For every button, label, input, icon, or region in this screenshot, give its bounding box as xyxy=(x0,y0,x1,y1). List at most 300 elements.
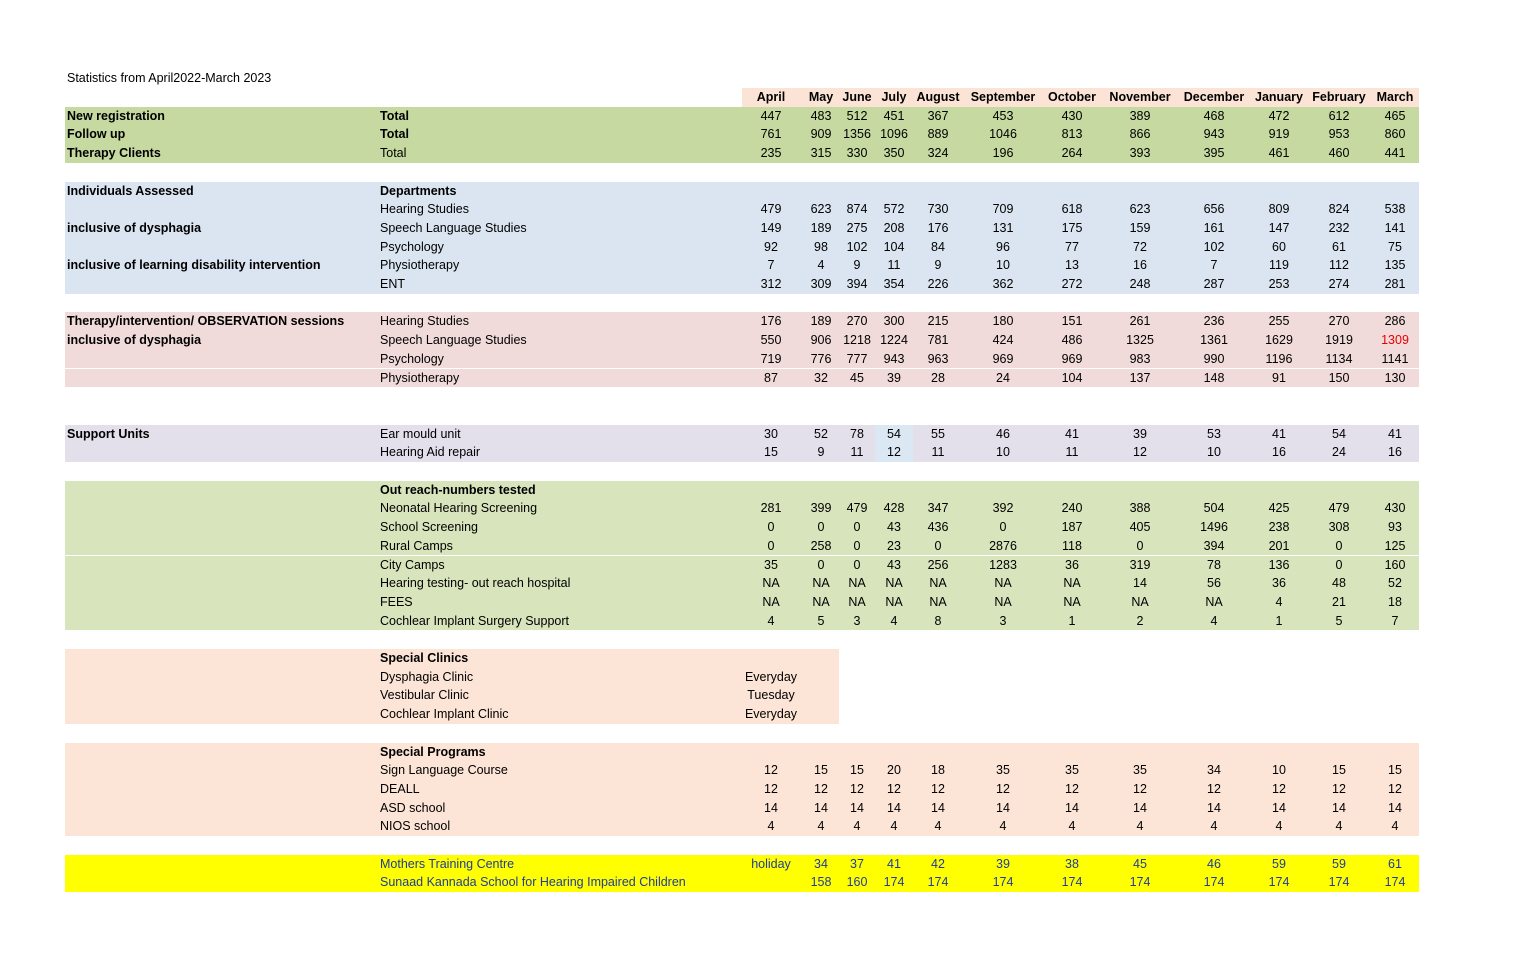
row-group-label: Follow up xyxy=(67,127,126,142)
data-cell: 11 xyxy=(931,445,945,460)
data-cell: 16 xyxy=(1388,445,1402,460)
data-cell: 4 xyxy=(1391,819,1399,834)
data-cell: NA xyxy=(885,576,903,591)
row-label: Psychology xyxy=(380,351,444,366)
data-cell: 137 xyxy=(1129,370,1151,385)
data-cell: 486 xyxy=(1061,333,1083,348)
row-group-label: inclusive of dysphagia xyxy=(67,333,202,348)
data-cell: NA xyxy=(812,594,830,609)
data-cell: 104 xyxy=(1061,370,1083,385)
data-cell: 436 xyxy=(927,520,949,535)
data-cell: 53 xyxy=(1207,426,1221,441)
month-header: March xyxy=(1376,90,1414,104)
table-row xyxy=(65,780,1419,799)
table-row xyxy=(65,873,1419,892)
data-cell: 34 xyxy=(1207,763,1221,778)
data-cell: 392 xyxy=(992,501,1014,516)
data-cell: 61 xyxy=(1332,239,1346,254)
data-cell: 136 xyxy=(1268,557,1290,572)
data-cell: 215 xyxy=(927,314,949,329)
data-cell: 84 xyxy=(931,239,945,254)
data-cell: NA xyxy=(812,576,830,591)
data-cell: 395 xyxy=(1203,146,1225,161)
row-label: Physiotherapy xyxy=(380,370,460,385)
data-cell: 235 xyxy=(760,146,782,161)
data-cell: 189 xyxy=(810,220,832,235)
data-cell: 719 xyxy=(760,351,782,366)
data-cell: 14 xyxy=(850,800,864,815)
data-cell: 4 xyxy=(817,819,825,834)
data-cell: 48 xyxy=(1332,576,1346,591)
data-cell: 1629 xyxy=(1265,333,1293,348)
data-cell: 538 xyxy=(1384,202,1406,217)
table-row xyxy=(65,612,1419,631)
data-cell: 201 xyxy=(1268,538,1290,553)
data-cell: 14 xyxy=(1133,800,1147,815)
data-cell: 479 xyxy=(846,501,868,516)
data-cell: 4 xyxy=(817,258,825,273)
data-cell: 781 xyxy=(927,333,949,348)
data-cell: 43 xyxy=(887,520,901,535)
data-cell: 37 xyxy=(850,856,864,871)
data-cell: 4 xyxy=(853,819,861,834)
data-cell: 405 xyxy=(1129,520,1151,535)
data-cell: 312 xyxy=(760,277,782,291)
data-cell: 16 xyxy=(1272,445,1286,460)
row-group-label: Therapy/intervention/ OBSERVATION sessions xyxy=(67,314,345,329)
data-cell: 2 xyxy=(1136,613,1144,628)
table-row xyxy=(65,761,1419,780)
data-cell: 14 xyxy=(1133,576,1147,591)
data-cell: 1283 xyxy=(989,557,1017,572)
data-cell: 4 xyxy=(934,819,942,834)
data-cell: 28 xyxy=(931,370,945,385)
data-cell: 75 xyxy=(1388,239,1402,254)
data-cell: 18 xyxy=(931,763,945,778)
data-cell: 39 xyxy=(887,370,901,385)
data-cell: 1325 xyxy=(1126,333,1154,348)
data-cell: 1096 xyxy=(880,127,908,142)
month-header: September xyxy=(970,90,1036,104)
data-cell: 12 xyxy=(1133,781,1147,796)
row-group-label: inclusive of learning disability intervention xyxy=(67,258,321,273)
data-cell: 45 xyxy=(850,370,864,385)
data-cell: 18 xyxy=(1388,594,1402,609)
data-cell: 112 xyxy=(1329,258,1349,273)
data-cell: 394 xyxy=(1203,538,1225,553)
data-cell: 963 xyxy=(927,351,949,366)
data-cell: 248 xyxy=(1129,277,1151,291)
data-cell: 15 xyxy=(764,445,778,460)
table-row xyxy=(65,275,1419,294)
data-cell: 393 xyxy=(1129,146,1151,161)
data-cell: 208 xyxy=(883,220,905,235)
data-cell: 4 xyxy=(767,613,775,628)
data-cell: 238 xyxy=(1268,520,1290,535)
data-cell: 1361 xyxy=(1200,333,1228,348)
month-header: June xyxy=(842,90,872,104)
data-cell: NA xyxy=(994,594,1012,609)
data-cell: 300 xyxy=(883,314,905,329)
data-cell: 809 xyxy=(1268,202,1290,217)
row-label: NIOS school xyxy=(380,819,451,834)
data-cell: 8 xyxy=(934,613,942,628)
data-cell: 12 xyxy=(875,443,913,462)
data-cell: 1496 xyxy=(1200,520,1228,535)
data-cell: 909 xyxy=(810,127,832,142)
data-cell: 324 xyxy=(927,146,949,161)
row-label: Physiotherapy xyxy=(380,258,460,273)
data-cell: 258 xyxy=(810,538,832,553)
data-cell: 777 xyxy=(846,351,868,366)
table-row xyxy=(65,331,1419,350)
row-group-label: Support Units xyxy=(67,426,150,441)
row-group-label: Therapy Clients xyxy=(67,146,161,161)
data-cell: 78 xyxy=(1207,557,1221,572)
data-cell: 612 xyxy=(1328,108,1350,123)
data-cell: 14 xyxy=(814,800,828,815)
data-cell: 761 xyxy=(760,127,782,142)
data-cell: 256 xyxy=(927,557,949,572)
row-label: Hearing Studies xyxy=(380,202,469,217)
data-cell: 4 xyxy=(1210,819,1218,834)
data-cell: 12 xyxy=(1133,445,1147,460)
table-row xyxy=(65,855,1419,874)
data-cell: 389 xyxy=(1129,108,1151,123)
data-cell: 93 xyxy=(1388,520,1402,535)
row-label: Total xyxy=(380,146,407,161)
data-cell: 35 xyxy=(996,763,1010,778)
table-row xyxy=(65,125,1419,144)
data-cell: 77 xyxy=(1065,239,1079,254)
data-cell: 399 xyxy=(810,501,832,516)
data-cell: 953 xyxy=(1328,127,1350,142)
data-cell: 226 xyxy=(927,277,949,291)
data-cell: 160 xyxy=(1384,557,1406,572)
data-cell: 35 xyxy=(764,557,778,572)
month-header: April xyxy=(756,90,786,104)
data-cell: 504 xyxy=(1203,501,1225,516)
data-cell: 38 xyxy=(1065,856,1079,871)
data-cell: 150 xyxy=(1328,370,1350,385)
data-cell: 5 xyxy=(1335,613,1343,628)
data-cell: 9 xyxy=(817,445,825,460)
row-label: ASD school xyxy=(380,800,446,815)
data-cell: 14 xyxy=(764,800,778,815)
data-cell: 4 xyxy=(1068,819,1076,834)
data-cell: 0 xyxy=(817,557,825,572)
data-cell: 969 xyxy=(992,351,1014,366)
data-cell: 180 xyxy=(992,314,1014,329)
data-cell: 174 xyxy=(1203,875,1225,890)
table-row xyxy=(65,668,839,687)
row-label: Mothers Training Centre xyxy=(380,856,515,871)
data-cell: 102 xyxy=(1203,239,1225,254)
data-cell: 174 xyxy=(992,875,1014,890)
row-label: Cochlear Implant Surgery Support xyxy=(380,613,569,628)
data-cell: 824 xyxy=(1328,202,1350,217)
data-cell: 1141 xyxy=(1381,351,1409,366)
table-row xyxy=(65,518,1419,537)
data-cell: 148 xyxy=(1203,370,1225,385)
data-cell: 24 xyxy=(996,370,1010,385)
data-cell: 447 xyxy=(760,108,782,123)
row-label: Neonatal Hearing Screening xyxy=(380,501,538,516)
data-cell: 319 xyxy=(1129,557,1151,572)
data-cell: 174 xyxy=(883,875,905,890)
data-cell: 889 xyxy=(927,127,949,142)
data-cell: 330 xyxy=(846,146,868,161)
data-cell: 461 xyxy=(1268,146,1290,161)
data-cell: 270 xyxy=(1328,314,1350,329)
data-cell: 1046 xyxy=(989,127,1017,142)
row-label: Special Programs xyxy=(380,744,486,759)
data-cell: 61 xyxy=(1388,856,1402,871)
data-cell: 281 xyxy=(1384,277,1406,291)
data-cell: 36 xyxy=(1272,576,1286,591)
data-cell: 147 xyxy=(1268,220,1290,235)
data-cell: 308 xyxy=(1328,520,1350,535)
data-cell: 618 xyxy=(1061,202,1083,217)
data-cell: 270 xyxy=(846,314,868,329)
data-cell: 479 xyxy=(1328,501,1350,516)
data-cell: 430 xyxy=(1384,501,1406,516)
row-label: Hearing testing- out reach hospital xyxy=(380,576,571,591)
data-cell: 189 xyxy=(810,314,832,329)
data-cell: 9 xyxy=(853,258,861,273)
row-label: Out reach-numbers tested xyxy=(380,482,536,497)
data-cell: 10 xyxy=(996,258,1010,273)
data-cell: 919 xyxy=(1268,127,1290,142)
row-label: Ear mould unit xyxy=(380,426,461,441)
data-cell: 468 xyxy=(1203,108,1225,123)
data-cell: 425 xyxy=(1268,501,1290,516)
table-row xyxy=(65,686,839,705)
data-cell: 7 xyxy=(1210,258,1218,273)
data-cell: 281 xyxy=(760,501,782,516)
data-cell: 15 xyxy=(814,763,828,778)
data-cell: holiday xyxy=(751,856,791,871)
data-cell: 4 xyxy=(1275,819,1283,834)
data-cell: 730 xyxy=(927,202,949,217)
row-label: Departments xyxy=(380,183,457,198)
table-row xyxy=(65,574,1419,593)
month-header: February xyxy=(1312,90,1366,104)
data-cell: 10 xyxy=(996,445,1010,460)
table-row xyxy=(65,182,1419,201)
table-row xyxy=(65,312,1419,331)
data-cell: 130 xyxy=(1384,370,1406,385)
data-cell: 0 xyxy=(767,520,775,535)
data-cell: 78 xyxy=(850,426,864,441)
data-cell: 472 xyxy=(1268,108,1290,123)
month-header: October xyxy=(1048,90,1096,104)
data-cell: 96 xyxy=(996,239,1010,254)
data-cell: 623 xyxy=(810,202,832,217)
row-label: School Screening xyxy=(380,520,478,535)
data-cell: 12 xyxy=(1388,781,1402,796)
data-cell: 158 xyxy=(810,875,832,890)
data-cell: 453 xyxy=(992,108,1014,123)
data-cell: 286 xyxy=(1384,314,1406,329)
data-cell: 43 xyxy=(887,557,901,572)
data-cell: 59 xyxy=(1272,856,1286,871)
data-cell: 14 xyxy=(1388,800,1402,815)
data-cell: 42 xyxy=(931,856,945,871)
data-cell: 512 xyxy=(846,108,868,123)
data-cell: NA xyxy=(1063,594,1081,609)
data-cell: 41 xyxy=(1065,426,1079,441)
data-cell: 1 xyxy=(1068,613,1076,628)
data-cell: 3 xyxy=(999,613,1007,628)
data-cell: 151 xyxy=(1061,314,1083,329)
data-cell: 866 xyxy=(1129,127,1151,142)
data-cell: 174 xyxy=(1129,875,1151,890)
table-row xyxy=(65,743,1419,762)
row-label: Sunaad Kannada School for Hearing Impaired Children xyxy=(380,875,686,890)
data-cell: 36 xyxy=(1065,557,1079,572)
data-cell: 0 xyxy=(1335,557,1343,572)
data-cell: 159 xyxy=(1129,220,1151,235)
data-cell: 1196 xyxy=(1265,351,1293,366)
data-cell: 141 xyxy=(1384,220,1406,235)
data-cell: 13 xyxy=(1065,258,1079,273)
data-cell: 4 xyxy=(999,819,1007,834)
data-cell: 55 xyxy=(931,426,945,441)
data-cell: 39 xyxy=(996,856,1010,871)
data-cell: 315 xyxy=(810,146,832,161)
month-header: August xyxy=(916,90,960,104)
data-cell: 969 xyxy=(1061,351,1083,366)
data-cell: 0 xyxy=(767,538,775,553)
data-cell: 874 xyxy=(846,202,868,217)
data-cell: 709 xyxy=(992,202,1014,217)
data-cell: Everyday xyxy=(744,669,798,684)
table-row xyxy=(65,219,1419,238)
data-cell: 92 xyxy=(764,239,778,254)
data-cell: 30 xyxy=(764,426,778,441)
data-cell: 41 xyxy=(1388,426,1402,441)
data-cell: 15 xyxy=(1332,763,1346,778)
data-cell: 0 xyxy=(853,520,861,535)
data-cell: NA xyxy=(929,576,947,591)
data-cell: 87 xyxy=(764,370,778,385)
data-cell: 441 xyxy=(1384,146,1406,161)
table-row xyxy=(65,369,1419,388)
row-label: ENT xyxy=(380,277,405,291)
data-cell: 983 xyxy=(1129,351,1151,366)
month-header: December xyxy=(1183,90,1245,104)
data-cell: 46 xyxy=(1207,856,1221,871)
row-label: FEES xyxy=(380,594,413,609)
data-cell: 1134 xyxy=(1325,351,1353,366)
data-cell: 23 xyxy=(887,538,901,553)
data-cell: 572 xyxy=(883,202,905,217)
data-cell: 45 xyxy=(1133,856,1147,871)
data-cell: 0 xyxy=(1335,538,1343,553)
data-cell: 0 xyxy=(853,557,861,572)
data-cell: 4 xyxy=(1210,613,1218,628)
data-cell: 0 xyxy=(999,520,1007,535)
data-cell: 21 xyxy=(1332,594,1346,609)
data-cell: 350 xyxy=(883,146,905,161)
data-cell: NA xyxy=(1131,594,1149,609)
data-cell: 906 xyxy=(810,333,832,348)
data-cell: 20 xyxy=(887,763,901,778)
data-cell: 0 xyxy=(817,520,825,535)
table-row xyxy=(65,443,1419,462)
data-cell: 430 xyxy=(1061,108,1083,123)
data-cell: 550 xyxy=(760,333,782,348)
data-cell: 174 xyxy=(927,875,949,890)
data-cell: 41 xyxy=(1272,426,1286,441)
data-cell: 16 xyxy=(1133,258,1147,273)
data-cell: 118 xyxy=(1062,538,1082,553)
data-cell: 14 xyxy=(931,800,945,815)
row-label: Total xyxy=(380,127,409,142)
data-cell: 9 xyxy=(934,258,942,273)
data-cell: 255 xyxy=(1268,314,1290,329)
data-cell: 1356 xyxy=(843,127,871,142)
data-cell: Tuesday xyxy=(747,688,795,703)
data-cell: 776 xyxy=(810,351,832,366)
data-cell: 14 xyxy=(1065,800,1079,815)
data-cell: 11 xyxy=(887,258,901,273)
table-row xyxy=(65,350,1419,369)
table-row xyxy=(65,593,1419,612)
table-row xyxy=(65,499,1419,518)
data-cell: 943 xyxy=(1203,127,1225,142)
row-label: Speech Language Studies xyxy=(380,220,527,235)
data-cell: 451 xyxy=(883,108,905,123)
data-cell: 4 xyxy=(890,819,898,834)
table-row xyxy=(65,107,1419,126)
data-cell: 12 xyxy=(1272,781,1286,796)
data-cell: 287 xyxy=(1203,277,1225,291)
data-cell: 261 xyxy=(1129,314,1151,329)
table-row xyxy=(65,649,839,668)
data-cell: 160 xyxy=(846,875,868,890)
row-label: Vestibular Clinic xyxy=(380,688,469,703)
data-cell: 174 xyxy=(1061,875,1083,890)
data-cell: 1224 xyxy=(880,333,908,348)
data-cell: 12 xyxy=(764,781,778,796)
row-group-label: New registration xyxy=(67,108,165,123)
table-row xyxy=(65,799,1419,818)
data-cell: 72 xyxy=(1133,239,1147,254)
data-cell: 52 xyxy=(1388,576,1402,591)
data-cell: 4 xyxy=(767,819,775,834)
data-cell: 24 xyxy=(1332,445,1346,460)
data-cell: 428 xyxy=(883,501,905,516)
data-cell: 102 xyxy=(846,239,868,254)
table-row xyxy=(65,537,1419,556)
data-cell: 1919 xyxy=(1325,333,1353,348)
data-cell: 14 xyxy=(996,800,1010,815)
data-cell: 176 xyxy=(927,220,949,235)
data-cell: Everyday xyxy=(744,707,798,722)
data-cell: 0 xyxy=(1136,538,1144,553)
data-cell: 232 xyxy=(1328,220,1350,235)
data-cell: 943 xyxy=(883,351,905,366)
data-cell: 14 xyxy=(1272,800,1286,815)
data-cell: 119 xyxy=(1269,258,1289,273)
data-cell: 4 xyxy=(1136,819,1144,834)
data-cell: 12 xyxy=(814,781,828,796)
data-cell: 367 xyxy=(927,108,949,123)
data-cell: 354 xyxy=(883,277,905,291)
data-cell: 15 xyxy=(1388,763,1402,778)
